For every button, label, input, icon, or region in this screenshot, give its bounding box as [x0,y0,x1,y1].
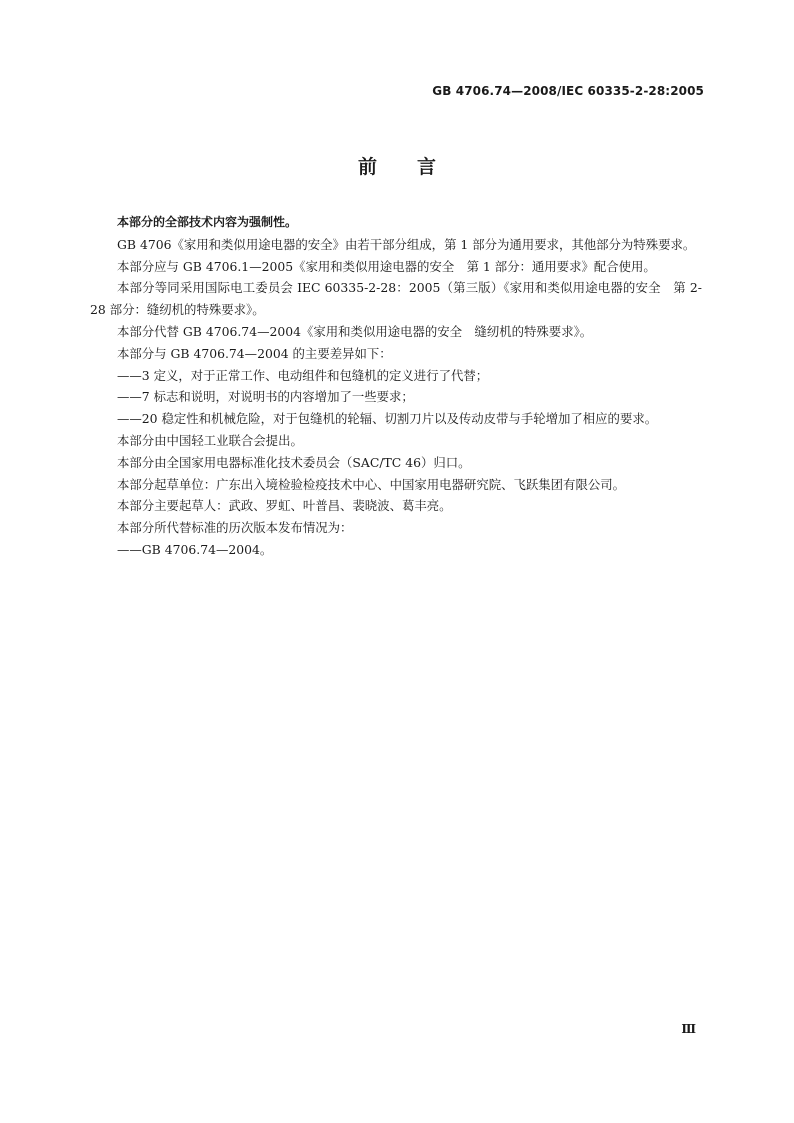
foreword-body [90,212,702,561]
difference-item-marking: ——7 标志和说明，对说明书的内容增加了一些要求； [117,389,414,405]
paragraph-replaces: 本部分代替 GB 4706.74—2004《家用和类似用途电器的安全 缝纫机的特殊要求》。 [117,323,593,339]
paragraph-under-jurisdiction: 本部分由全国家用电器标准化技术委员会（SAC/TC 46）归口。 [117,454,471,470]
paragraph-use-with: 本部分应与 GB 4706.1—2005《家用和类似用途电器的安全 第 1 部分：通用要求》配合使用。 [117,258,656,274]
difference-item-definitions: ——3 定义，对于正常工作、电动组件和包缝机的定义进行了代替； [117,367,489,383]
page-number: Ⅲ [681,1022,696,1036]
paragraph-drafters: 本部分主要起草人：武政、罗虹、叶普昌、裴晓波、葛丰亮。 [117,498,452,514]
paragraph-proposed-by: 本部分由中国轻工业联合会提出。 [117,432,303,448]
mandatory-statement: 本部分的全部技术内容为强制性。 [117,215,298,229]
difference-item-stability: ——20 稳定性和机械危险，对于包缝机的轮辐、切割刀片以及传动皮带与手轮增加了相应的要求。 [117,411,658,427]
standard-code-header: GB 4706.74—2008/IEC 60335-2-28:2005 [432,84,704,98]
paragraph-drafting-units: 本部分起草单位：广东出入境检验检疫技术中心、中国家用电器研究院、飞跃集团有限公司。 [117,476,626,492]
paragraph-differences-intro: 本部分与 GB 4706.74—2004 的主要差异如下： [117,345,392,361]
title-char-1: 前 [357,156,377,178]
history-item: ——GB 4706.74—2004。 [117,541,273,557]
paragraph-adoption: 本部分等同采用国际电工委员会 IEC 60335-2-28：2005（第三版）《家用和类似用途电器的安全 第 2-28 部分：缝纫机的特殊要求》。 [90,280,702,318]
title-char-2: 言 [417,156,437,178]
page-title [0,152,794,179]
paragraph-history-intro: 本部分所代替标准的历次版本发布情况为： [117,520,353,536]
paragraph-series-composition: GB 4706《家用和类似用途电器的安全》由若干部分组成，第 1 部分为通用要求，其他部分为特殊要求。 [117,236,696,252]
